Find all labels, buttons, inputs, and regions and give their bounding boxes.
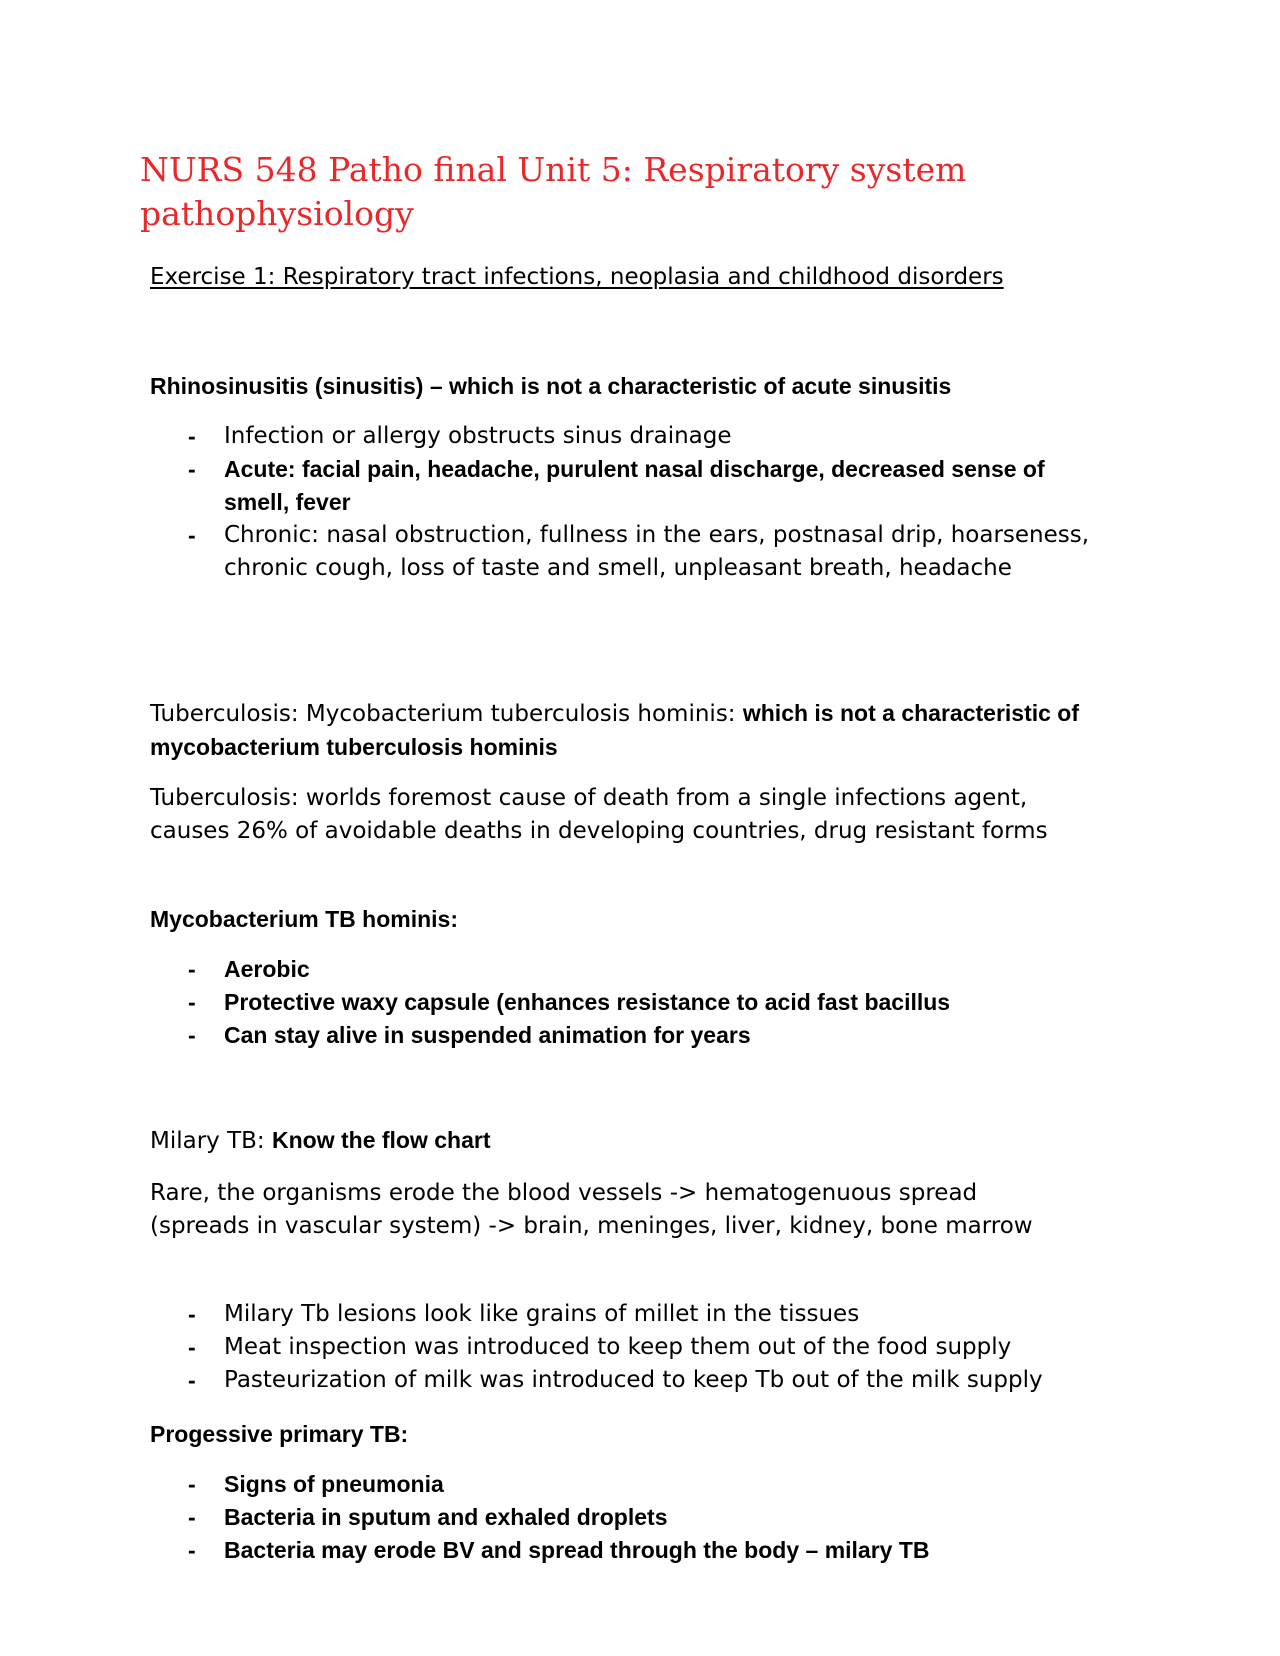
tb-intro [150,697,1140,765]
document-title: NURS 548 Patho final Unit 5: Respiratory system pathophysiology [140,150,967,233]
sinusitis-list [150,420,1110,585]
mycobacterium-item: - Protective waxy capsule (enhances resistance to acid fast bacillus [150,986,1150,1019]
exercise-heading: Exercise 1: Respiratory tract infections, neoplasia and childhood disorders [150,264,1004,290]
miliary-label-plain: Milary TB: [150,1128,272,1154]
sinusitis-item: - Acute: facial pain, headache, purulent nasal discharge, decreased sense of smell, fever [150,453,1110,519]
sinusitis-item: - Infection or allergy obstructs sinus drainage [150,420,1110,453]
mycobacterium-list [150,953,1150,1052]
miliary-label [150,1124,491,1158]
tb-description: Tuberculosis: worlds foremost cause of death from a single infections agent, causes 26% of avoidable deaths in developing countries, drug resistant forms [150,785,1048,844]
progressive-heading: Progessive primary TB: [150,1421,409,1447]
mycobacterium-item: - Can stay alive in suspended animation for years [150,1019,1150,1052]
progressive-list [150,1468,1150,1567]
progressive-item: - Bacteria in sputum and exhaled droplets [150,1501,1150,1534]
sinusitis-item: - Chronic: nasal obstruction, fullness in the ears, postnasal drip, hoarseness, chronic cough, loss of taste and smell, unpleasant breath, headache [150,519,1110,585]
miliary-item: - Milary Tb lesions look like grains of millet in the tissues [150,1298,1160,1331]
miliary-item: - Meat inspection was introduced to keep them out of the food supply [150,1331,1160,1364]
miliary-list [150,1298,1160,1397]
mycobacterium-heading: Mycobacterium TB hominis: [150,906,458,932]
miliary-description: Rare, the organisms erode the blood vessels -> hematogenuous spread (spreads in vascular system) -> brain, meninges, liver, kidney, bone marrow [150,1180,1033,1239]
tb-intro-plain: Tuberculosis: Mycobacterium tuberculosis hominis: [150,701,743,727]
miliary-item: - Pasteurization of milk was introduced to keep Tb out of the milk supply [150,1364,1160,1397]
progressive-item: - Signs of pneumonia [150,1468,1150,1501]
mycobacterium-item: - Aerobic [150,953,1150,986]
sinusitis-heading: Rhinosinusitis (sinusitis) – which is not a characteristic of acute sinusitis [150,373,952,399]
miliary-label-bold: Know the flow chart [272,1127,491,1153]
progressive-item: - Bacteria may erode BV and spread through the body – milary TB [150,1534,1150,1567]
tb-intro-bold: which is not a characteristic of mycobacterium tuberculosis hominis [150,700,1080,760]
